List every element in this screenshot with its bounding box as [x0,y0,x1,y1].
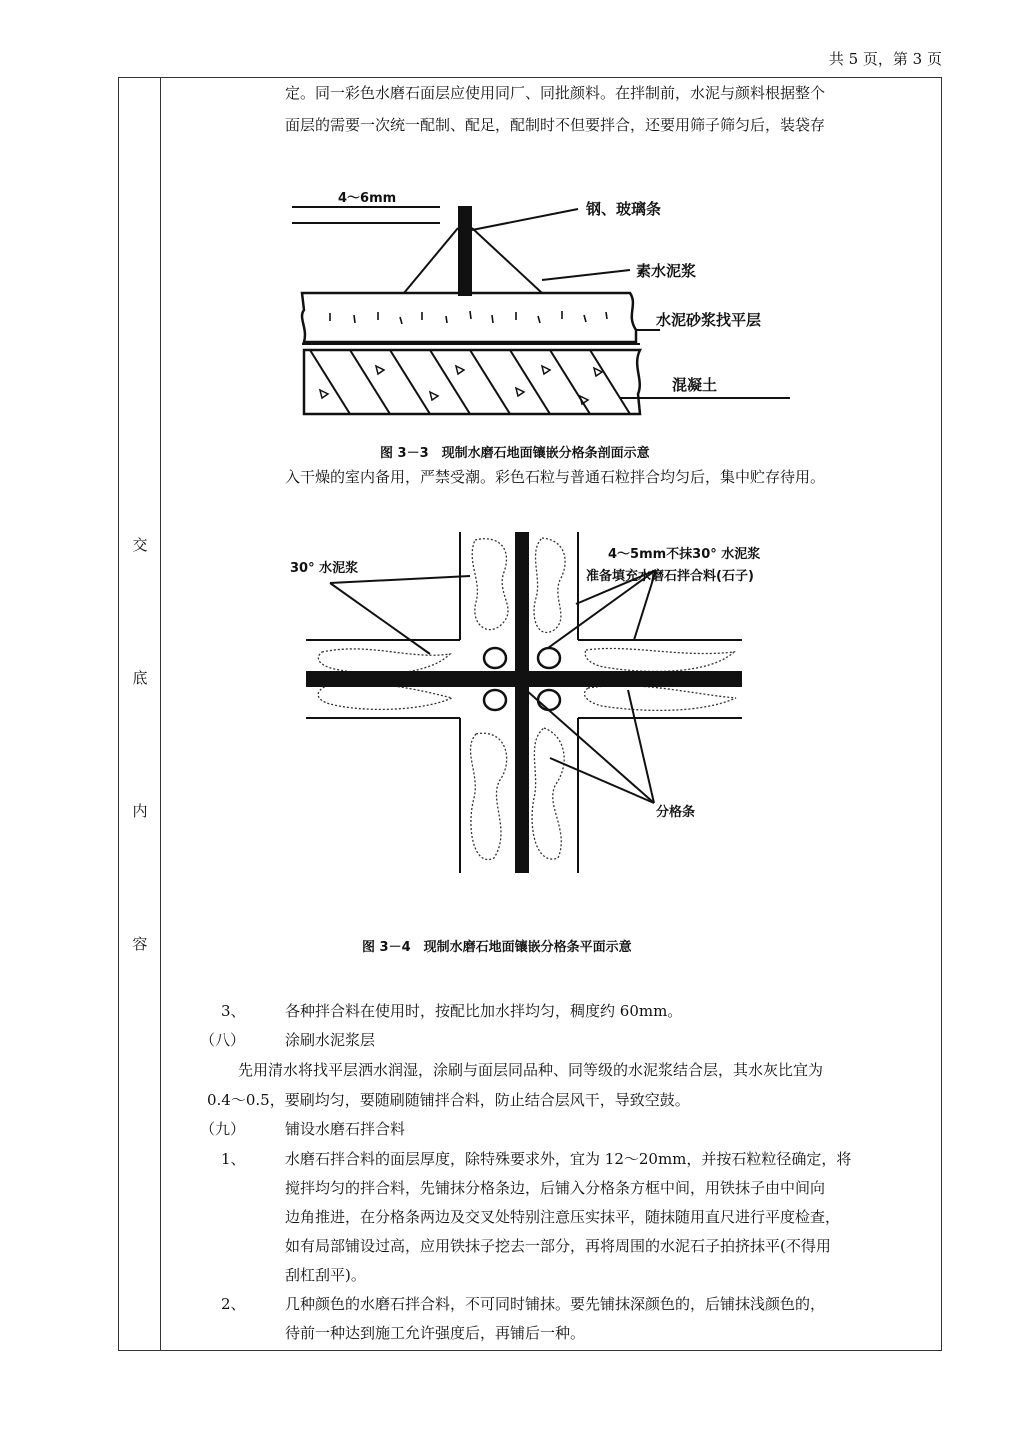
strip-label: 钢、玻璃条 [586,200,662,218]
item-line: 水磨石拌合料的面层厚度，除特殊要求外，宜为 12～20mm，并按石粒粒径确定，将 [285,1150,852,1168]
section-title: 铺设水磨石拌合料 [285,1120,406,1138]
intro-line: 面层的需要一次统一配制、配足，配制时不但要拌合，还要用筛子筛匀后，装袋存 [285,116,826,134]
side-label-column [119,78,161,1350]
item-number: 2、 [221,1295,246,1313]
screed-layer [302,293,636,342]
figure-3-3-caption: 图 3－3 现制水磨石地面镶嵌分格条剖面示意 [380,446,650,461]
item-line: 如有局部铺设过高，应用铁抹子挖去一部分，再将周围的水泥石子拍挤抹平(不得用 [285,1237,831,1255]
cement-paste-label: 30° 水泥浆 [290,561,359,576]
middle-line: 入干燥的室内备用，严禁受潮。彩色石粒与普通石粒拌合均匀后，集中贮存待用。 [285,468,826,486]
concrete-layer [304,350,640,414]
screed-label: 水泥砂浆找平层 [656,311,762,329]
item-number: 1、 [221,1150,246,1168]
paste-label: 素水泥浆 [636,262,697,280]
side-label-char: 容 [132,935,148,953]
unplastered-label: 4～5mm不抹30° 水泥浆 [608,547,760,562]
item-line: 待前一种达到施工允许强度后，再铺后一种。 [285,1324,586,1342]
figure-3-4-caption: 图 3－4 现制水磨石地面镶嵌分格条平面示意 [362,940,632,955]
section-body-line: 先用清水将找平层洒水润湿，涂刷与面层同品种、同等级的水泥浆结合层，其水灰比宜为 [238,1061,824,1079]
strip-leader [472,209,578,230]
screed-texture [330,311,607,324]
fill-material-label: 准备填充水磨石拌合料(石子) [586,569,754,584]
intro-line: 定。同一彩色水磨石面层应使用同厂、同批颜料。在拌制前，水泥与颜料根据整个 [285,84,826,102]
item-text: 各种拌合料在使用时，按配比加水拌均匀，稠度约 60mm。 [285,1002,683,1020]
paste-slope-left [404,228,458,293]
horizontal-divider-strip [306,671,742,687]
divider-strip-label: 分格条 [656,805,696,820]
section-body-line: 0.4～0.5，要刷均匀，要随刷随铺拌合料，防止结合层风干，导致空鼓。 [207,1091,690,1109]
paste-slope-right [472,228,542,293]
item-line: 刮杠刮平)。 [285,1266,366,1284]
page-counter: 共 5 页，第 3 页 [828,50,942,68]
figure-3-4-plan-diagram [230,528,760,888]
figure-3-3-section-diagram [280,180,800,420]
side-label-char: 交 [132,536,148,554]
thickness-label: 4～6mm [338,191,397,206]
section-number: （九） [200,1120,246,1138]
item-number: 3、 [221,1002,246,1020]
paste-leader [542,270,630,280]
section-number: （八） [200,1031,246,1049]
concrete-label: 混凝土 [672,376,718,394]
divider-strip [458,206,472,296]
section-title: 涂刷水泥浆层 [285,1031,376,1049]
item-line: 搅拌均匀的拌合料，先铺抹分格条边，后铺入分格条方框中间，用铁抹子由中间向 [285,1179,826,1197]
item-line: 几种颜色的水磨石拌合料，不可同时铺抹。要先铺抹深颜色的，后铺抹浅颜色的， [285,1295,826,1313]
side-label-char: 底 [132,669,148,687]
vertical-divider-strip [515,532,529,873]
side-label-char: 内 [132,802,148,820]
item-line: 边角推进，在分格条两边及交叉处特别注意压实抹平，随抹随用直尺进行平度检查， [285,1208,841,1226]
